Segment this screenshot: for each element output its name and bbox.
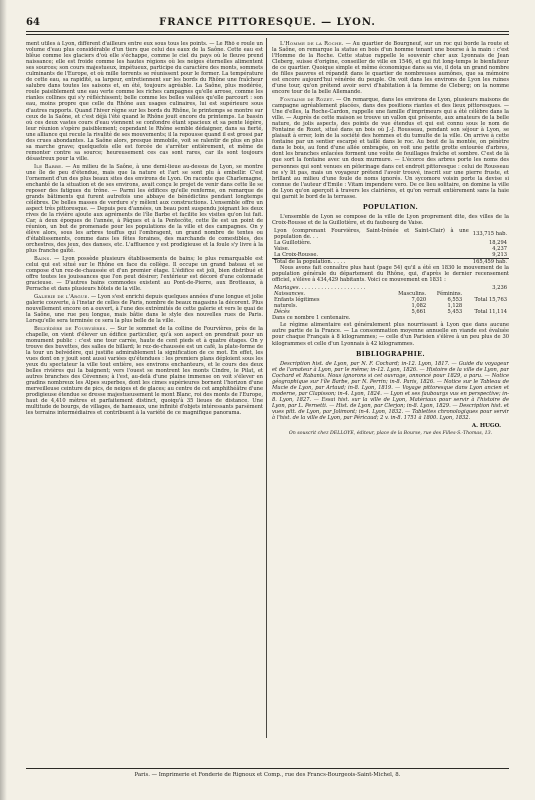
subscription-notice: On souscrit chez DELLOYE, éditeur, place de la Bourse, rue des Filles-S.-Thomas, 13. xyxy=(288,431,493,437)
paragraph-galerie xyxy=(26,294,263,324)
pop-value: 4,237 xyxy=(492,245,507,252)
col-feminins: Féminins. xyxy=(436,290,463,297)
pop-label: La Guillotière. xyxy=(274,239,312,246)
heading-ile-barbe: Ile Barbe. xyxy=(34,163,64,170)
births-f: 6,553 xyxy=(447,296,463,303)
author-signature: A. HUGO. xyxy=(471,423,501,430)
births-label: Naissances. xyxy=(274,290,306,297)
column-divider xyxy=(266,38,267,738)
population-movement: Nous avons fait connaître plus haut (page 54) qu'il a été en 1830 le mouvement de la population générale du département du Rhône, qui, d'après le dernier recensement officiel, s'élève à 434,429 habitants. Voici ce mouvement en 1831 : xyxy=(272,264,509,283)
population-table xyxy=(272,228,509,265)
movement-table xyxy=(272,285,509,315)
col-masculins: Masculins. xyxy=(398,290,427,297)
table-row xyxy=(272,228,509,240)
mariages-label: Mariages. . . . . . . . . . . . . . . . . . . . . xyxy=(274,284,366,291)
deces-label: Décès xyxy=(274,308,290,315)
pop-label: La Croix-Rousse. xyxy=(274,251,319,258)
running-title: FRANCE PITTORESQUE. — LYON. xyxy=(159,17,376,28)
population-intro: L'ensemble de Lyon se compose de la ville de Lyon proprement dite, des villes de la Croix-Rousse et de la Guillotière, et du faubourg de Vaise. xyxy=(272,213,509,226)
births-row-label: naturels. xyxy=(274,302,298,309)
text-belvedere: — Sur le sommet de la colline de Fourvières, près de la chapelle, on vient d'élever un édifice particulier, qu'à son aspect on prendrait pour un monument public : c'est une tour carrée, haute de cent pieds et à quatre étages. On y trouve des buvettes, des salles de billard; le rez-de-chaussée est un café, la plate-forme de la tour un belvédère, qui justifie admirablement la signification de ce mot. En effet, les vues dont on y jouit sont aussi variées qu'étendues : les premiers plans déploient sous les yeux du spectateur la ville tout entière, ses environs enchanteurs, et le cours des deux belles rivières qui la baignent; vers l'ouest se montrent les monts Cindre, le Pilat, et autres branches des Cévennes; à l'est, au-delà d'une plaine immense on voit s'élever en gradins nombreux les Alpes superbes, dont les cimes supérieures bornent l'horizon d'une merveilleuse ceinture de pics, de neiges et de glaces; au centre de cet amphithéâtre d'une prodigieuse étendue se dresse majestueusement le mont Blanc, roi des monts de l'Europe, haut de 4,410 mètres et parfaitement distinct, quoiqu'à 35 lieues de distance. Une multitude de bourgs, de villages, de hameaux, une infinité d'objets intéressants parsèment les terrains intermédiaires et contribuent à la variété de ce magnifique panorama. xyxy=(26,325,263,417)
births-row-label: Enfants légitimes xyxy=(274,296,320,303)
births-m: 7,020 xyxy=(411,296,427,303)
pop-label: Vaise. xyxy=(274,245,290,252)
pop-label: Lyon (comprenant Fourvières, Saint-Irénée et Saint-Clair) à une population de. . . xyxy=(274,227,469,240)
page-number: 64 xyxy=(26,17,40,28)
centenaire-note: Dans ce nombre 1 centenaire. xyxy=(272,314,351,321)
paragraph-fontaine xyxy=(272,97,509,200)
heading-fontaine: Fontaine de Rozet. xyxy=(280,97,335,104)
right-column xyxy=(272,41,509,741)
heading-belvedere: Belvédère de Fourvières. xyxy=(34,325,108,332)
text-homme-roche: — Au quartier de Bourgneuf, sur un roc qui borde la route et la Saône, on remarque la statue en bois d'un homme tenant une bourse à la main : c'est l'Homme de la Roche. Cette statue rappelle le souvenir cher aux Lyonnais de Jean Cleberg, suisse d'origine, conseiller de ville en 1546, et qui fut long-temps le bienfaiteur de ce quartier. Quoique simple et même économique dans sa vie, il dota un grand nombre de filles pauvres et répandit dans le quartier de nombreuses aumônes, que sa mémoire est encore aujourd'hui vénérée du peuple. On voit dans les environs de Lyon les ruines d'une tour, qu'on prétend avoir servi d'habitation à la femme de Cleberg; on la nomme encore tour de la belle Allemande. xyxy=(272,41,509,96)
text-fontaine: — On remarque, dans les environs de Lyon, plusieurs maisons de campagne agréablement placées, dans des positions riantes et des lieux pittoresques. — Une d'elles, la Roche-Cardon, rappelle une famille d'imprimeurs qui a été célèbre dans la ville. — Auprès de cette maison se trouve un vallon qui présente, aux amateurs de la belle nature, de jolis aspects, des points de vue étendus et qui est connu sous le nom de Fontaine de Rozet, situé dans un bois où J.-J. Rousseau, pendant son séjour à Lyon, se plaisait à errer, loin de la société des hommes et du tumulte de la ville. On arrive à cette fontaine par un sentier escarpé et taillé dans le roc. Au bout de la montée, on pénètre dans le bois, au fond d'une allée ombragée, on voit une petite grotte entourée d'arbres, dont les branches enlacées forment une voûte de feuillages fraîche et sombre. C'est de là que sort la fontaine avec un doux murmure. — L'écorce des arbres porte les noms des personnes qui sont venues en pèlerinage dans cet endroit pittoresque : celui de Rousseau ne s'y lit pas, mais un voyageur prétend l'avoir trouvé, inscrit sur une pierre fruste, et brillant au milieu d'une foule de noms ignorés. Un sycomore voisin porte la devise si connue de l'auteur d'Emile : Vitam impendere vero. De ce lieu solitaire, on domine la ville de Lyon qu'on aperçoit à travers les clairières, et qu'on verrait entièrement sans la haie qui garnit le bord de la terrasse. xyxy=(272,97,509,200)
pop-total-label: Total de la population. . . . . xyxy=(272,258,471,265)
pop-value: 18,294 xyxy=(489,239,507,246)
heading-galerie: Galerie de l'Argue. xyxy=(34,293,90,300)
footer-rule xyxy=(26,768,509,769)
paragraph-alimentation: Le régime alimentaire est généralement plus nourrissant à Lyon que dans aucune autre partie de la France. — La consommation moyenne annuelle en viande est évaluée pour chaque Français à 8 kilogrammes; — celle d'un Parisien s'élève à un peu plus de 30 kilogrammes et celle d'un Lyonnais à 42 kilogrammes. xyxy=(272,322,509,347)
section-title-population: POPULATION. xyxy=(362,202,419,211)
births-m: 1,082 xyxy=(411,302,427,309)
left-column xyxy=(26,41,263,741)
bibliography-text: Description hist. de Lyon, par N. F. Cochard; in-12. Lyon, 1817. — Guide du voyageur et de l'amateur à Lyon, par le même; in-12. Lyon, 1826. — Histoire de la ville de Lyon, par Cochard et Rabanis. Nous ignorons si cet ouvrage, annoncé pour 1829, a paru. — Notice géographique sur l'île Barbe, par N. Perrin; in-8. Paris, 1826. — Notice sur le Tableau de Mucie de Lyon, par Artaud; in-8. Lyon, 1819. — Voyage pittoresque dans Lyon ancien et moderne, par Clapisson; in-4. Lyon, 1824. — Lyon et ses faubourgs vus en perspective; in-8. Lyon, 1827. — Essai hist. sur la ville de Lyon, Matériaux pour servir à l'histoire de Lyon, par L. Pernetti. — Hist. de Lyon, par Clerjon; in-8. Lyon, 1829. — Description hist. et vues pitt. de Lyon, par Jolimont; in-4. Lyon, 1832. — Tablettes chronologiques pour servir à l'hist. de la ville de Lyon, par Péricaud; 2 v. in-8. 1751 à 1800. Lyon, 1832. xyxy=(272,360,509,421)
paragraph-rivers: ment utiles à Lyon, diffèrent d'ailleurs entre eux sous tous les points. — Le Rhô e roule un volume d'eau plus considérable d'un tiers que celui des eaux de la Saône. Cette eau est blêue comme les glaciers d'où elle s'échappe, comme le ciel du pays où le fleuve prend naissance; elle est froide comme les hautes régions où les neiges éternelles alimentent ses sources; son cours majestueux, impétueux, participe du caractère des monts, sommets culminants de l'Europe, et où mille torrents se réunissent pour le former. La température de cette eau, sa rapidité, sa largeur, entretiennent sur les bords du Rhône une fraîcheur salubre dans toutes les saisons et, en été, toujours agréable. La Saône, plus modérée, roule paisiblement une eau verte comme les riches campagnes qu'elle arrose, comme les rianles collines qui s'y réfléchissent; belle comme les belles vallées qu'elle parcourt : son eau, moins propre que celle du Rhône aux usages culinaires, lui est supérieure sous d'autres rapports. Quand l'hiver règne sur les bords du Rhône, le printemps se montre sur ceux de la Saône, et c'est déjà l'été quand le Rhône jouit encore du printemps. Le bassin où ces deux vastes cours d'eau viennent se confondre étant spacieux et sa pente légère, leur réunion s'opère paisiblement; cependant le Rhône semble dédaigner, dans sa fierté, une alliance qui recule la rivalité de ses mouvements; il la repousse quand il est grossi par des crues abondantes. La Saône alors, presque immobile, voit se ralentir de plus en plus sa marche grave; quelquefois elle est forcée de s'arrêter entièrement, et même de remonter contre sa source; heureusement ces cas sont rares, car ils sont toujours désastreux pour la ville. xyxy=(26,41,263,162)
paragraph-bains xyxy=(26,256,263,292)
paragraph-ile-barbe xyxy=(26,164,263,255)
section-title-bibliographie: BIBLIOGRAPHIE. xyxy=(355,349,426,358)
printer-footer: Paris. — Imprimerie et Fonderie de Rignoux et Comp., rue des Francs-Bourgeois-Saint-Michel, 8. xyxy=(134,772,401,778)
paragraph-homme-roche xyxy=(272,41,509,95)
paragraph-belvedere xyxy=(26,326,263,417)
heading-homme-roche: L'Homme de la Roche. xyxy=(280,41,344,47)
pop-total-value: 165,459 hab. xyxy=(472,258,507,265)
deces-m: 5,661 xyxy=(411,308,427,315)
header-rule-bottom xyxy=(26,34,509,35)
births-total: Total 15,763 xyxy=(474,296,507,303)
text-ile-barbe: — Au milieu de la Saône, à une demi-lieue au-dessus de Lyon, se montre une île de peu d'étendue, mais que la nature et l'art se sont plu à embellir. C'est l'ornement d'un des plus beaux sites des environs de Lyon. On raconte que Charlemagne, enchanté de la situation et de ses environs, avait conçu le projet de venir dans cette île se reposer des fatigues du trône. — Parmi les édifices qu'elle renferme, on remarque de grands bâtiments qui furent autrefois une abbaye de bénédictins pendant longtemps célèbres. De belles masses de verdure s'y mêlent aux constructions. L'ensemble offre un aspect très pittoresque. — Depuis peu d'années, un beau pont suspendu joignant les deux rives de la rivière ajoute aux agréments de l'île Barbe et facilite les visites qu'on lui fait. Car, à deux époques de l'année, à Pâques et à la Pentecôte, cette île est un point de réunion, un but de promenade pour les populations de la ville et des campagnes. On y élève alors, sous les arbres touffus qui l'ombragent, un grand nombre de tentes ou d'établissements, comme dans les fêtes foraines, des marchands de comestibles, des orchestres, des jeux, des danses, etc. L'affluence y est prodigieuse et la foule s'y livre à la plus franche gaîté. xyxy=(26,163,263,255)
text-bains: — Lyon possède plusieurs établissements de bains; le plus remarquable est celui qui est situé sur le Rhône en face du collège. Il occupe un grand bateau et se compose d'un rez-de-chaussée et d'un premier étage. L'édifice est joli, bien distribué et offre toutes les jouissances que l'on peut désirer; l'extérieur est décoré d'une colonnade gracieuse. — D'autres bains commodes existent au Pont-de-Pierre, aux Brotteaux, à Perrache et dans plusieurs hôtels de la ville. xyxy=(26,255,263,293)
pop-value: 133,715 hab. xyxy=(472,230,507,237)
header-rule-top xyxy=(26,31,509,32)
births-f: 1,128 xyxy=(447,302,463,309)
pop-value: 9,213 xyxy=(492,251,507,258)
page-fold-shadow xyxy=(0,0,7,800)
mariages-value: 3,236 xyxy=(492,284,507,291)
deces-total: Total 11,114 xyxy=(474,308,507,315)
deces-f: 5,453 xyxy=(447,308,463,315)
page-header xyxy=(26,17,509,29)
heading-bains: Bains. xyxy=(34,255,52,262)
text-galerie: — Lyon s'est enrichi depuis quelques années d'une longue et jolie galerie couverte, à l'instar de celles de Paris, nombre de beaux magasins la décorent. Plus nouvellement encore on a ouvert, à l'une des extrémités de cette galerie et vers le quai de la Saône, une rue peu longue, mais bâtie dans le style des nouvelles rues de Paris. Lorsqu'elle sera terminée ce sera la plus belle de la ville. xyxy=(26,293,263,324)
